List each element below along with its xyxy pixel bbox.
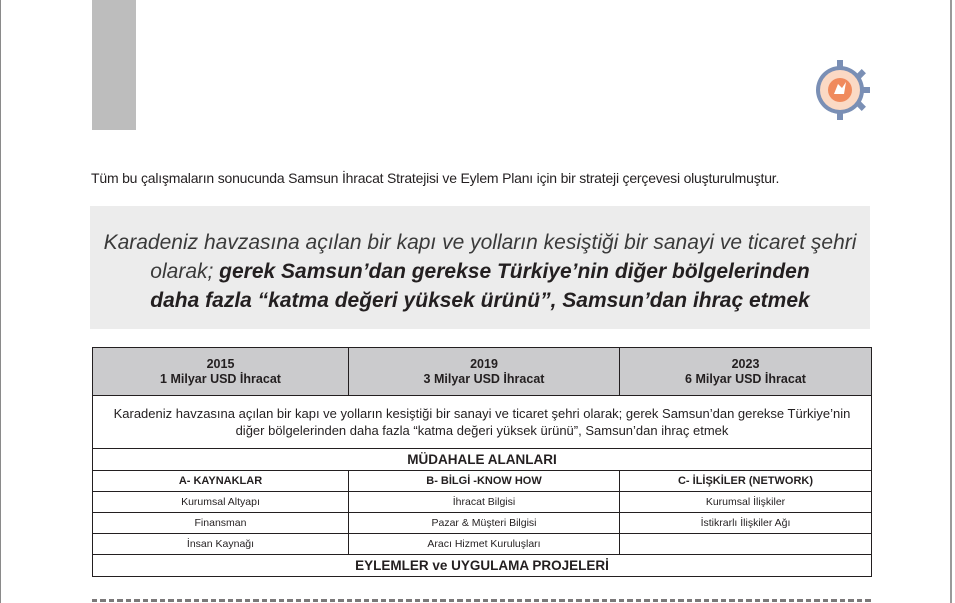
decorative-gray-tab <box>92 0 136 130</box>
actions-row <box>93 555 872 577</box>
vision-line-3: daha fazla “katma değeri yüksek ürünü”, Samsun’dan ihraç etmek <box>150 289 810 312</box>
target-2019: 2019 3 Milyar USD İhracat <box>349 348 620 396</box>
table-row <box>93 492 872 513</box>
vision-line-2: olarak; gerek Samsun’dan gerekse Türkiye’nin diğer bölgelerinden <box>150 260 810 283</box>
intervention-areas-heading: MÜDAHALE ALANLARI <box>93 449 872 471</box>
column-header-knowledge: B- BİLGİ -KNOW HOW <box>349 471 620 492</box>
vision-text-cell: Karadeniz havzasına açılan bir kapı ve yolların kesiştiği bir sanayi ve ticaret şehri olarak; gerek Samsun’dan gerekse Türkiye’nin diğer bölgelerinden daha fazla “katma değeri yüksek ürünü”, Samsun’dan ihraç etmek <box>93 396 872 449</box>
page-left-edge <box>0 0 1 603</box>
table-cell: Kurumsal Altyapı <box>93 492 349 513</box>
table-row <box>93 513 872 534</box>
vision-row <box>93 396 872 449</box>
intro-paragraph: Tüm bu çalışmaların sonucunda Samsun İhracat Stratejisi ve Eylem Planı için bir strateji çerçevesi oluşturulmuştur. <box>91 170 780 186</box>
targets-header-row <box>93 348 872 396</box>
vision-line-1: Karadeniz havzasına açılan bir kapı ve yolların kesiştiği bir sanayi ve ticaret şehri <box>103 231 857 254</box>
column-header-resources: A- KAYNAKLAR <box>93 471 349 492</box>
table-cell: İnsan Kaynağı <box>93 534 349 555</box>
table-cell: Aracı Hizmet Kuruluşları <box>349 534 620 555</box>
target-2015: 2015 1 Milyar USD İhracat <box>93 348 349 396</box>
table-cell: Finansman <box>93 513 349 534</box>
chamber-logo-icon <box>808 58 872 122</box>
intervention-areas-row <box>93 449 872 471</box>
page-right-edge <box>950 0 952 603</box>
area-column-headers <box>93 471 872 492</box>
actions-heading: EYLEMLER ve UYGULAMA PROJELERİ <box>93 555 872 577</box>
vision-statement-box <box>90 206 870 329</box>
target-2023: 2023 6 Milyar USD İhracat <box>620 348 872 396</box>
table-cell <box>620 534 872 555</box>
column-header-relations: C- İLİŞKİLER (NETWORK) <box>620 471 872 492</box>
table-row <box>93 534 872 555</box>
table-cell: İhracat Bilgisi <box>349 492 620 513</box>
table-cell: Pazar & Müşteri Bilgisi <box>349 513 620 534</box>
table-cell: İstikrarlı İlişkiler Ağı <box>620 513 872 534</box>
cut-off-text-line <box>92 593 872 603</box>
table-cell: Kurumsal İlişkiler <box>620 492 872 513</box>
strategy-table <box>92 347 872 577</box>
